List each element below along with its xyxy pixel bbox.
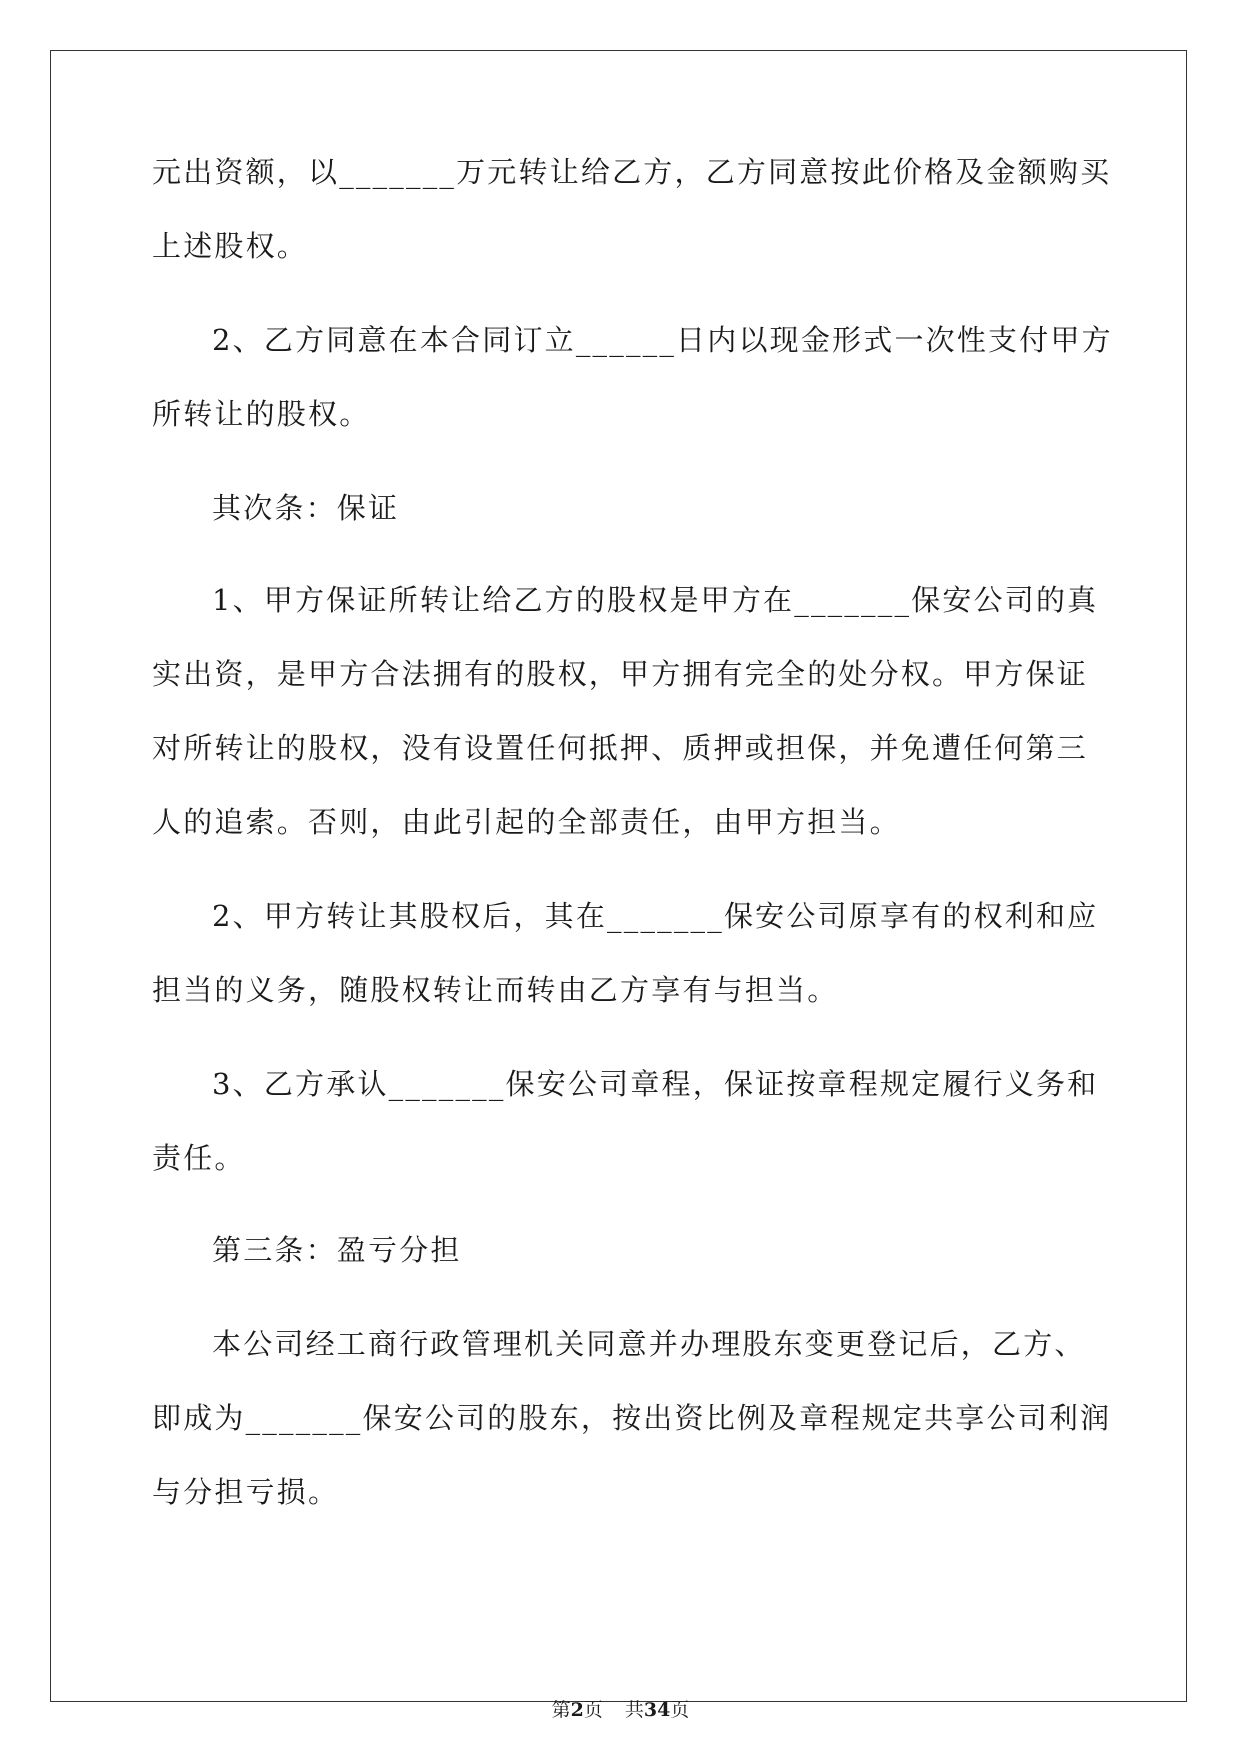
text-line: 3、乙方承认_______保安公司章程，保证按章程规定履行义务和 [212, 1067, 1099, 1101]
text-line: 与分担亏损。 [152, 1475, 340, 1509]
text-line: 2、乙方同意在本合同订立______日内以现金形式一次性支付甲方 [212, 323, 1113, 357]
footer-page-number: 2 [570, 1699, 584, 1721]
text-line: 上述股权。 [152, 229, 309, 263]
footer-total-prefix: 共 [624, 1699, 644, 1721]
text-line: 本公司经工商行政管理机关同意并办理股东变更登记后，乙方、 [212, 1327, 1086, 1361]
footer-total-suffix: 页 [670, 1699, 690, 1721]
text-line: 责任。 [152, 1141, 246, 1175]
footer-page-prefix: 第 [551, 1699, 571, 1721]
text-line: 2、甲方转让其股权后，其在_______保安公司原享有的权利和应 [212, 899, 1099, 933]
footer-total-pages: 34 [643, 1699, 671, 1721]
page-border [50, 50, 1187, 1702]
text-line: 实出资，是甲方合法拥有的股权，甲方拥有完全的处分权。甲方保证 [152, 657, 1089, 691]
text-line: 元出资额，以_______万元转让给乙方，乙方同意按此价格及金额购买 [152, 155, 1112, 189]
text-line: 对所转让的股权，没有设置任何抵押、质押或担保，并免遭任何第三 [152, 731, 1089, 765]
footer-page-suffix: 页 [583, 1699, 603, 1721]
text-line: 1、甲方保证所转让给乙方的股权是甲方在_______保安公司的真 [212, 583, 1099, 617]
text-line: 人的追索。否则，由此引起的全部责任，由甲方担当。 [152, 805, 901, 839]
section-heading: 第三条：盈亏分担 [212, 1233, 462, 1267]
page-footer [0, 1698, 1241, 1722]
text-line: 即成为_______保安公司的股东，按出资比例及章程规定共享公司利润 [152, 1401, 1112, 1435]
text-line: 担当的义务，随股权转让而转由乙方享有与担当。 [152, 973, 839, 1007]
section-heading: 其次条：保证 [212, 491, 400, 525]
text-line: 所转让的股权。 [152, 397, 371, 431]
